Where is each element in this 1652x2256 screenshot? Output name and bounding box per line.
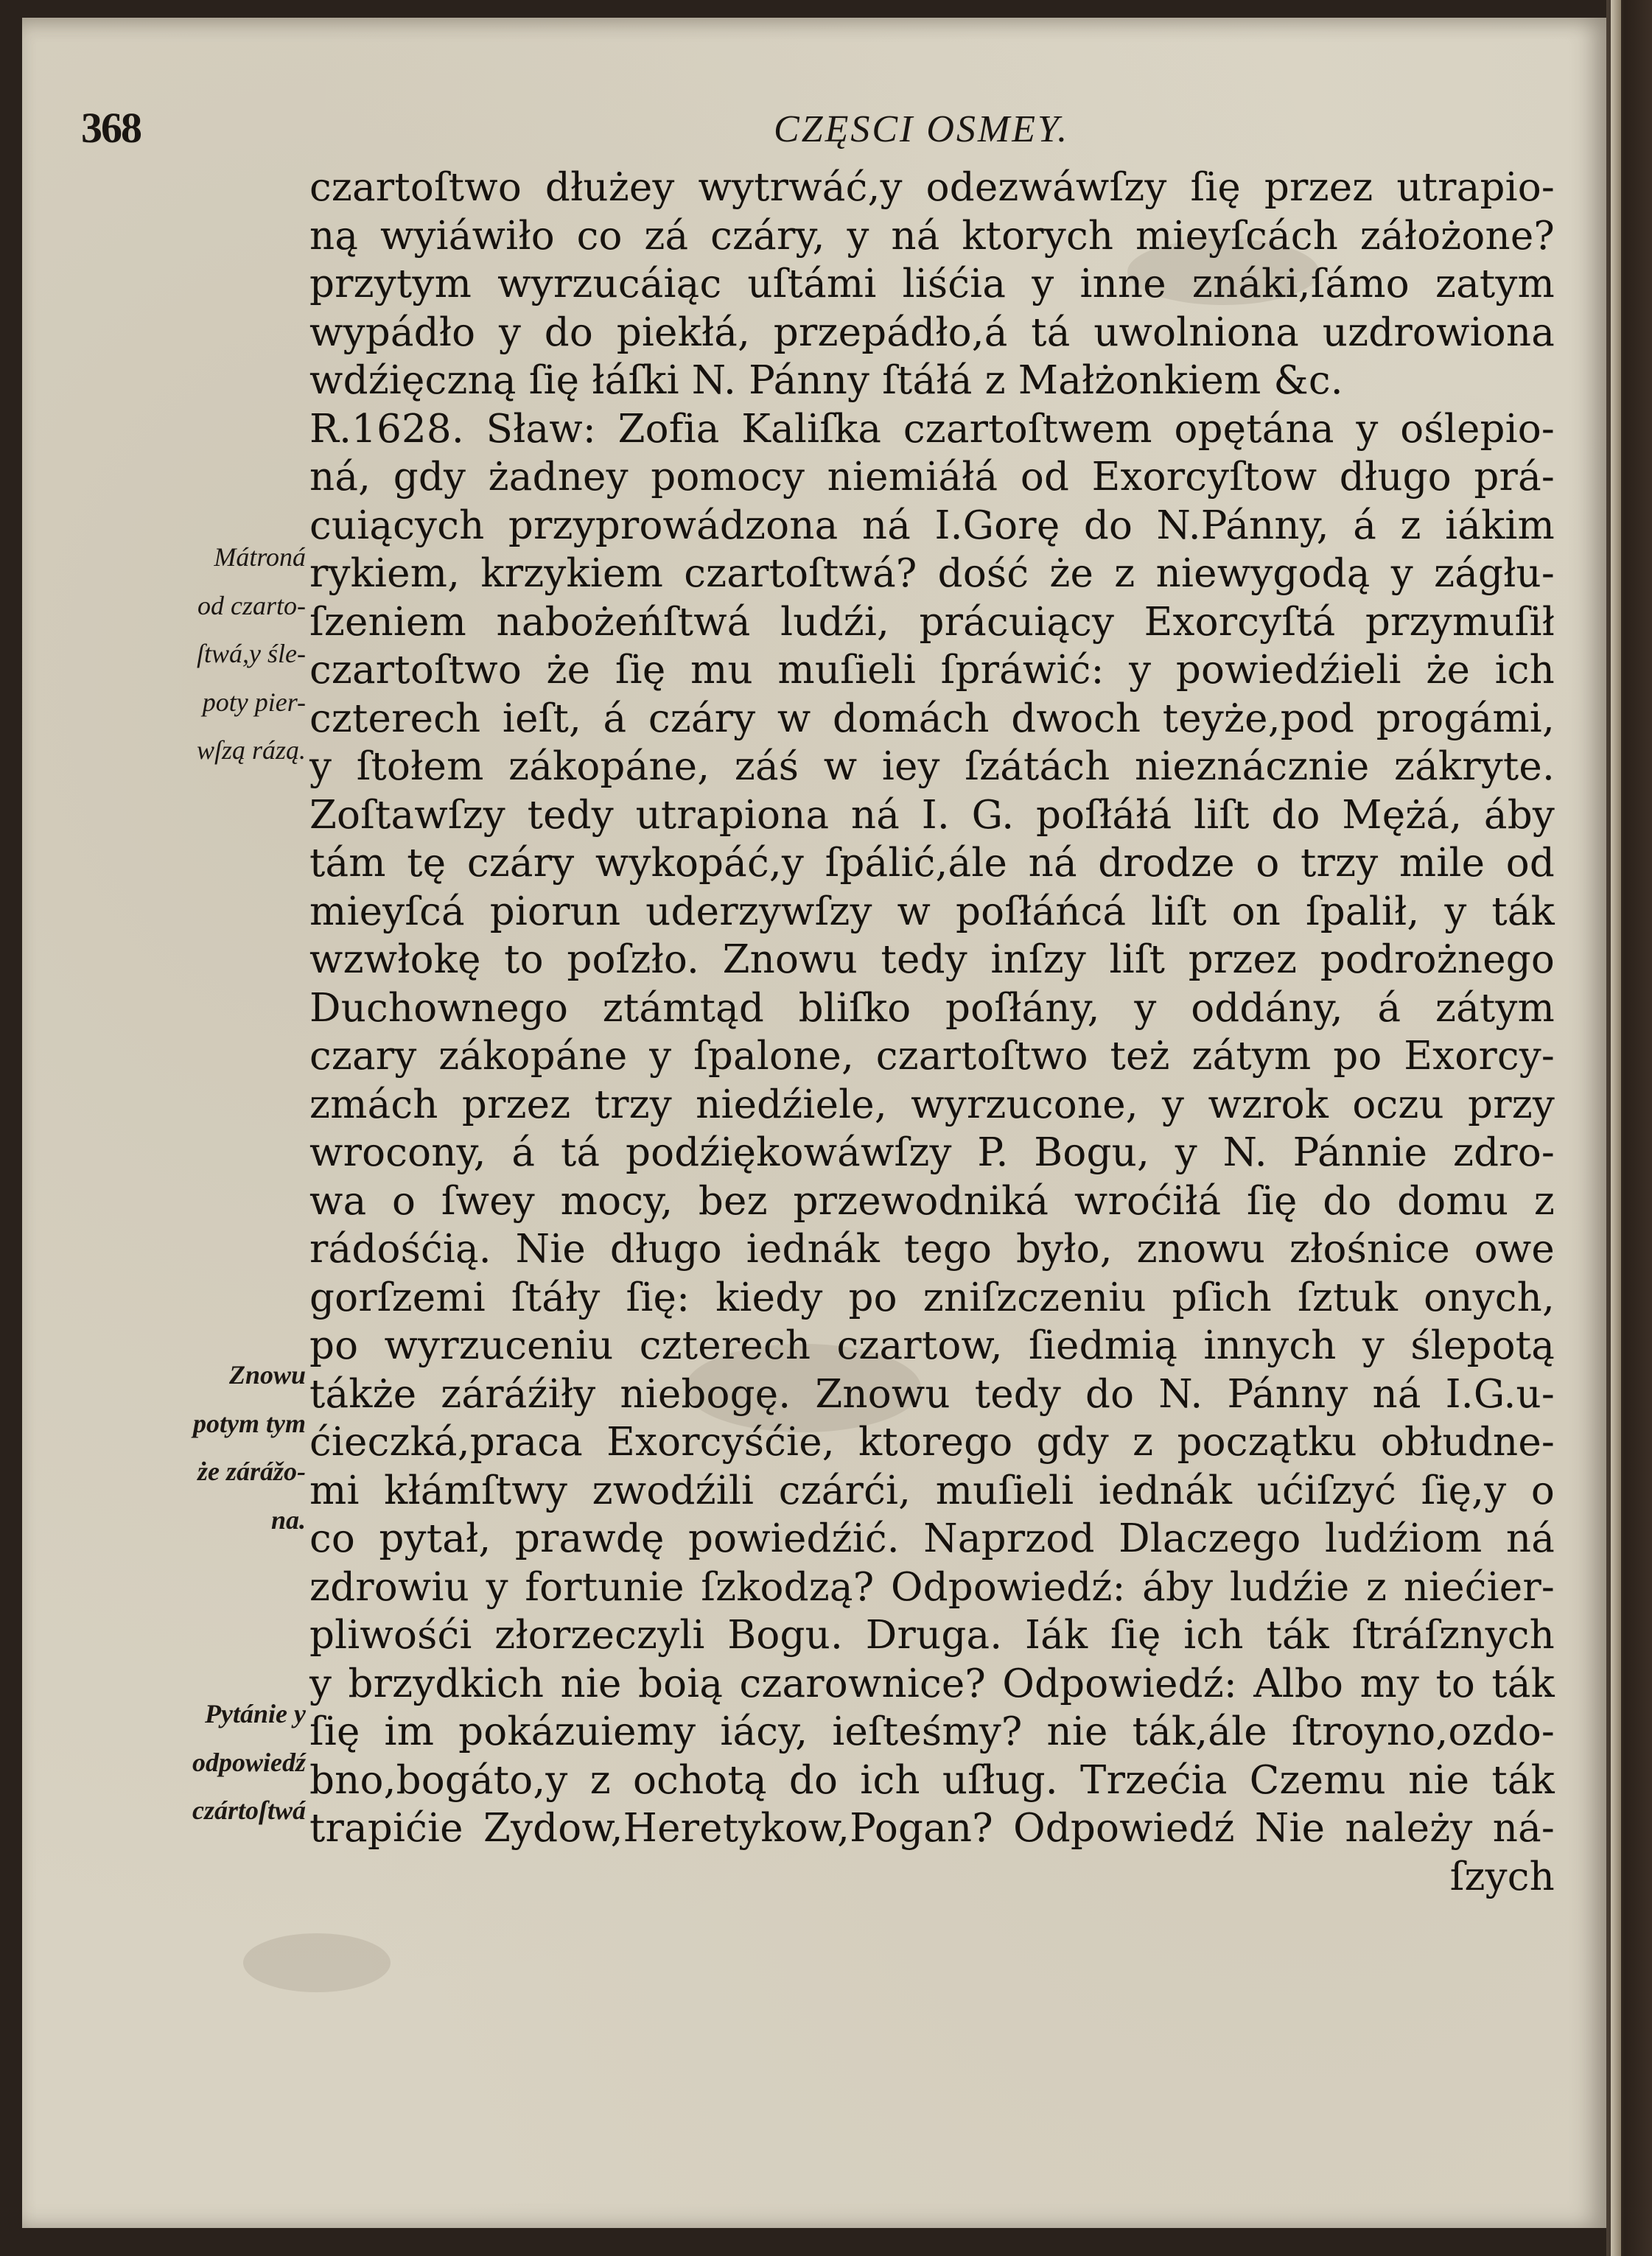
next-page-edge bbox=[1611, 0, 1621, 2256]
margin-note-line: że zárážo- bbox=[197, 1457, 306, 1486]
margin-note-znowu bbox=[133, 1351, 306, 1544]
margin-note-line: wſzą rázą. bbox=[196, 735, 306, 765]
text-line: ſię im pokázuiemy iácy, ieſteśmy? nie ták,ále ſtroyno,ozdo- bbox=[309, 1709, 1555, 1754]
text-line: wypádło y do piekłá, przepádło,á tá uwolniona uzdrowiona bbox=[309, 309, 1555, 355]
text-line: czary zákopáne y ſpalone, czartoſtwo też zátym po Exorcy- bbox=[309, 1034, 1555, 1079]
page-number: 368 bbox=[81, 104, 141, 152]
text-line: zmách przez trzy niedźiele, wyrzucone, y wzrok oczu przy bbox=[309, 1082, 1555, 1127]
text-line: ćieczká,praca Exorcyśćie, ktorego gdy z początku obłudne- bbox=[309, 1420, 1555, 1465]
body-text bbox=[309, 164, 1555, 1901]
text-line: Duchownego ztámtąd bliſko poſłány, y oddány, á zátym bbox=[309, 985, 1555, 1031]
margin-note-line: Pytánie y bbox=[205, 1699, 306, 1728]
text-line: mieyſcá piorun uderzywſzy w poſłáńcá liſt on ſpalił, y ták bbox=[309, 889, 1555, 934]
text-line: R.1628. Sław: Zofia Kaliſka czartoſtwem opętána y oślepio- bbox=[309, 406, 1555, 452]
margin-note-pytanie bbox=[133, 1690, 306, 1835]
page-header bbox=[81, 103, 1569, 155]
text-line: rádośćią. Nie długo iednák tego było, znowu złośnice owe bbox=[309, 1227, 1555, 1272]
text-line: pliwośći złorzeczyli Bogu. Druga. Iák ſię ich ták ſtráſznych bbox=[309, 1613, 1555, 1658]
text-line: tám tę czáry wykopáć,y ſpálić,ále ná drodze o trzy mile od bbox=[309, 841, 1555, 886]
margin-note-line: Mátroná bbox=[214, 542, 306, 572]
text-line: czartoſtwo dłużey wytrwáć,y odezwáwſzy ſię przez utrapio- bbox=[309, 165, 1555, 210]
margin-note-matrona bbox=[133, 533, 306, 775]
text-line: mi kłámſtwy zwodźili czárći, muſieli iednák ućiſzyć ſię,y o bbox=[309, 1468, 1555, 1513]
margin-note-line: na. bbox=[270, 1504, 306, 1535]
text-line: rykiem, krzykiem czartoſtwá? dość że z niewygodą y zágłu- bbox=[309, 551, 1555, 596]
text-line: tákże záráźiły niebogę. Znowu tedy do N. Pánny ná I.G.u- bbox=[309, 1371, 1555, 1417]
margin-note-line: ſtwá,y śle- bbox=[197, 639, 306, 668]
text-line: y brzydkich nie boią czarownice? Odpowiedź: Albo my to ták bbox=[309, 1661, 1555, 1706]
text-line: trapićie Zydow,Heretykow,Pogan? Odpowiedź Nie należy ná- bbox=[309, 1806, 1555, 1851]
text-line: y ſtołem zákopáne, záś w iey ſzátách nieznácznie zákryte. bbox=[309, 744, 1555, 789]
text-line: ſzeniem nabożeńſtwá ludźi, prácuiący Exorcyſtá przymuſił bbox=[309, 599, 1555, 645]
text-line: Zoſtawſzy tedy utrapiona ná I. G. poſłáłá liſt do Mężá, áby bbox=[309, 792, 1555, 838]
margin-note-line: Znowu bbox=[228, 1360, 306, 1390]
text-line: zdrowiu y fortunie ſzkodzą? Odpowiedź: áby ludźie z niećier- bbox=[309, 1564, 1555, 1610]
paper-stain bbox=[243, 1933, 391, 1992]
text-line: cuiących przyprowádzona ná I.Gorę do N.Pánny, á z iákim bbox=[309, 502, 1555, 548]
text-line: przytym wyrzucáiąc uſtámi liśćia y inne znáki,ſámo zatym bbox=[309, 262, 1555, 306]
text-line: wrocony, á tá podźiękowáwſzy P. Bogu, y N. Pánnie zdro- bbox=[309, 1130, 1555, 1175]
margin-note-line: czártoſtwá bbox=[192, 1796, 306, 1825]
margin-note-line: odpowiedź bbox=[192, 1747, 306, 1777]
text-line: gorſzemi ſtáły ſię: kiedy po zniſzczeniu pſich ſztuk onych, bbox=[309, 1275, 1555, 1320]
text-line: wdźięczną ſię łáſki N. Pánny ſtáłá z Małżonkiem &c. bbox=[309, 358, 1343, 403]
text-line: czterech ieſt, á czáry w domách dwoch teyże,pod progámi, bbox=[309, 696, 1555, 741]
margin-note-line: potym tym bbox=[193, 1408, 306, 1438]
text-line: ną wyiáwiło co zá czáry, y ná ktorych mieyſcách záłożone? bbox=[309, 213, 1555, 259]
text-line: ná, gdy żadney pomocy niemiáłá od Exorcyſtow długo prá- bbox=[309, 455, 1555, 500]
margin-note-line: poty pier- bbox=[202, 687, 306, 717]
text-line: wzwłokę to poſzło. Znowu tedy inſzy liſt przez podrożnego bbox=[309, 937, 1555, 982]
running-head: CZĘSCI OSMEY. bbox=[774, 108, 1070, 150]
margin-note-line: od czarto- bbox=[197, 590, 306, 620]
catchword: ſzych bbox=[1449, 1854, 1555, 1899]
text-line: po wyrzuceniu czterech czartow, ſiedmią innych y ślepotą bbox=[309, 1323, 1555, 1368]
text-line: czartoſtwo że ſię mu muſieli ſpráwić: y powiedźieli że ich bbox=[309, 648, 1555, 693]
text-line: co pytał, prawdę powiedźić. Naprzod Dlaczego ludźiom ná bbox=[309, 1516, 1555, 1561]
text-line: bno,bogáto,y z ochotą do ich uſług. Trzećia Czemu nie ták bbox=[309, 1757, 1555, 1803]
text-line: wa o ſwey mocy, bez przewodniká wroćiłá ſię do domu z bbox=[309, 1178, 1555, 1224]
